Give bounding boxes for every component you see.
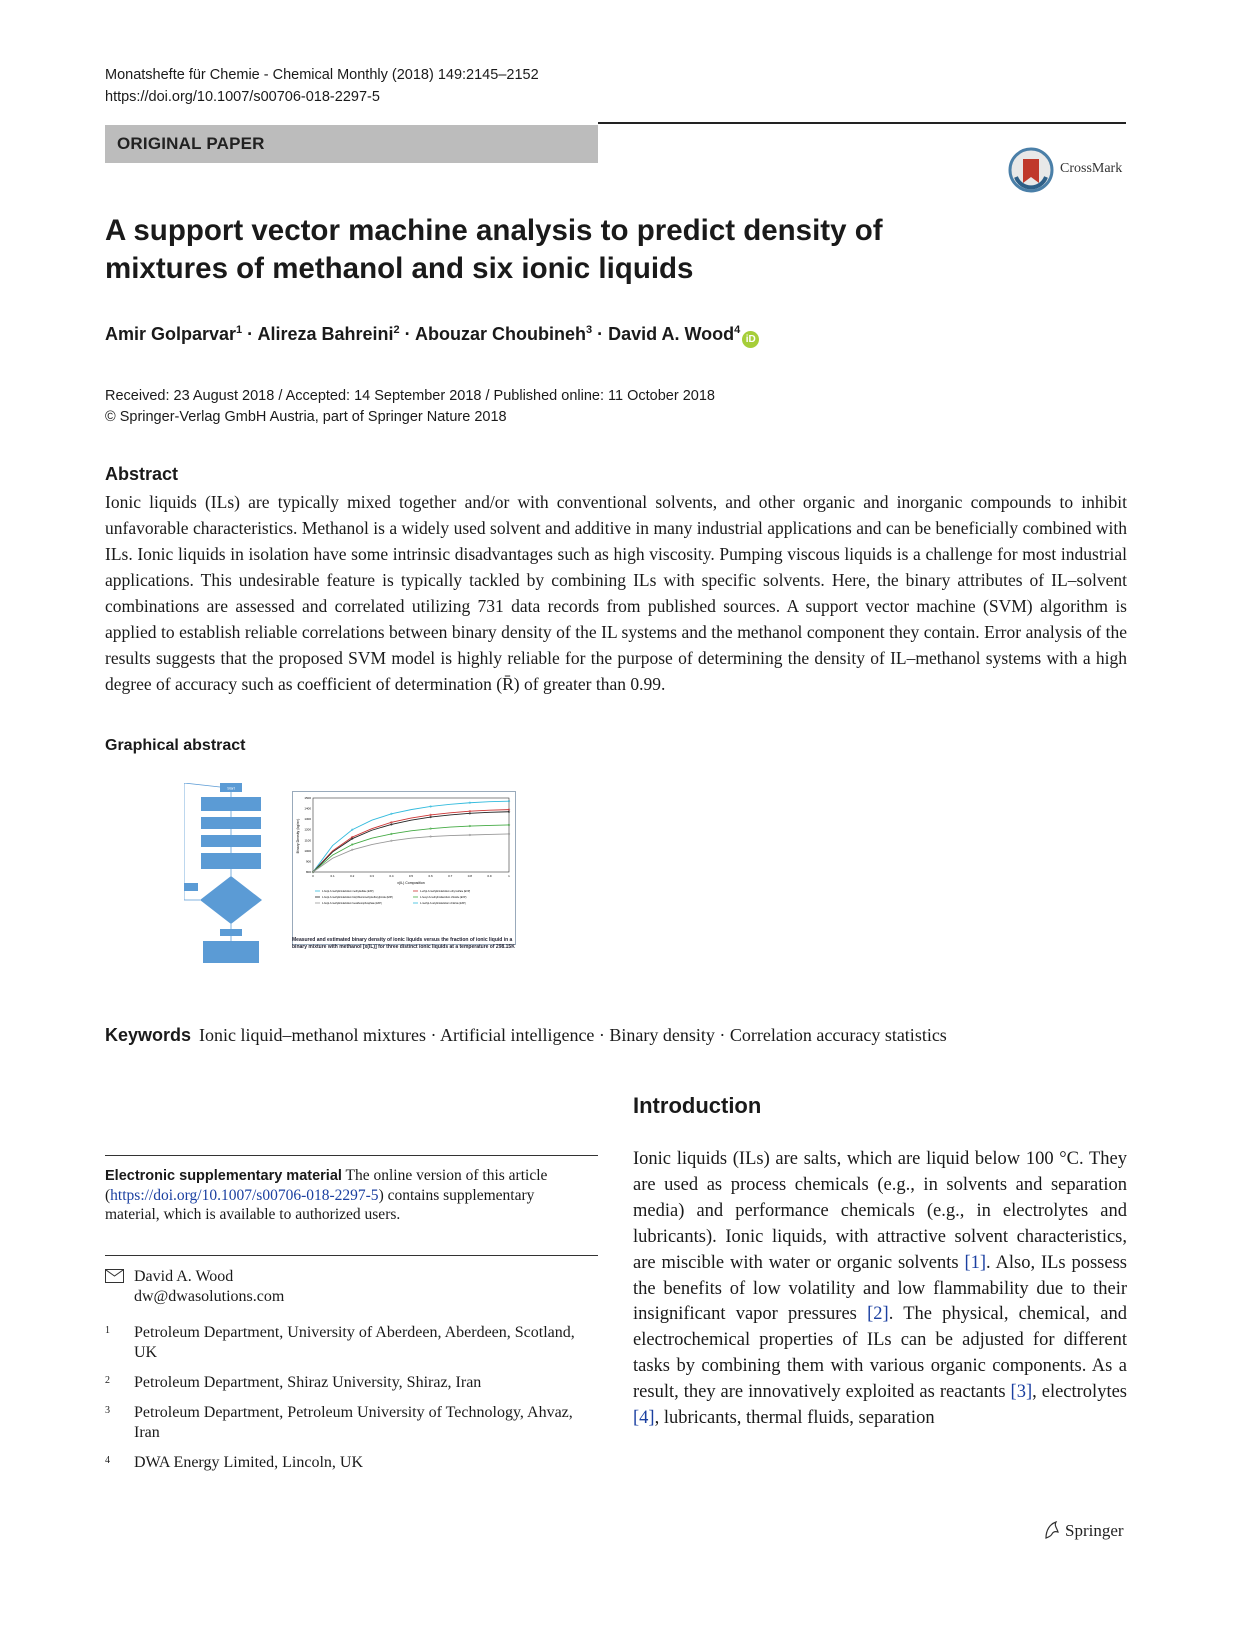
y-tick-label: 1400 [304,806,311,811]
y-tick-label: 1100 [304,838,311,843]
legend-entry: 1-butyl-3-methylimidazolium hexafluorophosphate (EXP) [322,902,382,905]
flow-box-1 [201,797,261,811]
crossmark-icon [1008,147,1054,193]
x-tick-label: 0.8 [467,874,472,878]
y-tick-label: 1200 [304,827,311,832]
x-tick-label: 0 [312,874,314,878]
density-chart [292,791,516,945]
series-line-5 [313,834,509,872]
y-tick-label: 1300 [304,817,311,822]
x-tick-label: 0.1 [330,874,335,878]
x-tick-label: 1 [508,874,510,878]
author-2[interactable]: Alireza Bahreini$^2$ [257,324,400,344]
crossmark-label: CrossMark [1060,161,1123,176]
legend-entry: 1-butyl-3-methylimidazolium bis(trifluoromethylsulfonyl)imide (EXP) [322,896,393,899]
supplementary-note: Electronic supplementary material The online version of this article (https://doi.org/10.1007/s00706-018-2297-5) contains supplementary material, which is available to authorized users. [105,1167,548,1223]
citation-link[interactable]: [2] [867,1304,889,1325]
citation-link[interactable]: [1] [964,1252,987,1273]
keywords [105,1025,947,1046]
x-tick-label: 0.7 [448,874,453,878]
flow-box-4 [201,853,261,869]
springer-horse-icon [1042,1520,1062,1540]
publisher-name: Springer [1065,1521,1124,1540]
footnote-rule-bottom [105,1255,598,1256]
abstract-heading: Abstract [105,464,179,484]
flow-step-0: Start [227,786,235,791]
corresponding-author [105,1267,284,1307]
legend-entry: 1-butyl-3-methylimidazolium methylsulfate (EXP) [322,890,374,893]
article-type-banner [105,125,598,163]
y-axis-label: Binary Density (kg/m³) [296,818,300,854]
affiliation-3: 3 Petroleum Department, Petroleum University of Technology, Ahvaz, Iran [105,1404,573,1441]
x-tick-label: 0.2 [350,874,355,878]
legend-entry: 1-methyl-3-octylimidazolium chloride (EXP) [420,902,466,905]
series-line-3 [313,812,509,872]
introduction-text: Ionic liquids (ILs) are salts, which are liquid below 100 °C. They are used as process chemicals (e.g., in solvents and separation media) and performance chemicals (e.g., in electrolytes and lubricants). Ionic liquids, with attractive solvent characteristics, are miscible with water or organic solvents [1]. Also, ILs possess the benefits of low volatility and low flammability due to their insignificant vapor pressures [2]. The physical, chemical, and electrochemical properties of ILs can be adjusted for different tasks by combining them with various organic components. As a result, they are innovatively exploited as reactants [3], electrolytes [4], lubricants, thermal fluids, separation [633,1149,1128,1429]
esm-label: Electronic supplementary material [105,1168,342,1184]
keywords-label: Keywords [105,1025,192,1045]
corr-name: David A. Wood [134,1268,234,1285]
footnote-rule-top [105,1155,598,1156]
author-3[interactable]: Abouzar Choubineh$^3$ [415,324,593,344]
keywords-list: Ionic liquid–methanol mixtures · Artificial intelligence · Binary density · Correlation accuracy statistics [199,1025,947,1045]
x-tick-label: 0.4 [389,874,394,878]
affiliation-1: 1 Petroleum Department, University of Aberdeen, Aberdeen, Scotland, UK [105,1324,575,1361]
x-tick-label: 0.3 [369,874,374,878]
article-type-label: ORIGINAL PAPER [117,134,265,153]
crossmark-badge[interactable] [1008,147,1130,197]
flow-box-2 [201,817,261,829]
y-tick-label: 800 [305,870,311,874]
author-1[interactable]: Amir Golparvar$^1$ [105,324,243,344]
paper-title: A support vector machine analysis to predict density of mixtures of methanol and six ionic liquids [105,214,883,285]
y-tick-label: 1000 [304,848,311,853]
x-tick-label: 0.5 [408,874,414,878]
flow-yes-box [220,929,242,936]
author-4[interactable]: David A. Wood$^4$ [608,324,741,344]
citation-link[interactable]: [4] [633,1408,655,1429]
introduction-heading: Introduction [633,1093,762,1118]
mail-icon [105,1269,124,1283]
flowchart-figure [184,783,278,965]
flow-decision [200,876,262,924]
graphical-abstract-heading: Graphical abstract [105,737,246,754]
corr-email[interactable]: dw@dwasolutions.com [134,1288,285,1305]
publication-dates [105,386,715,428]
citation-link[interactable]: [3] [1010,1382,1033,1403]
doi-link[interactable]: https://doi.org/10.1007/s00706-018-2297-5 [105,89,380,105]
x-tick-label: 0.6 [428,874,433,878]
chart-caption: Measured and estimated binary density of ionic liquids versus the fraction of ionic liquid in a binary mixture with methanol [x(IL)] for three distinct ionic liquids at a temperature of 298.15K [292,937,515,950]
esm-doi-link[interactable]: https://doi.org/10.1007/s00706-018-2297-5 [110,1187,379,1204]
author-list: Amir Golparvar$^1$ · Alireza Bahreini$^2$ · Abouzar Choubineh$^3$ · David A. Wood$^4$iD [105,324,759,348]
legend-entry: 1-ethyl-3-methylimidazolium ethyl sulfate (EXP) [420,890,471,893]
flow-box-3 [201,835,261,847]
orcid-icon[interactable]: iD [742,331,759,348]
dates-line: Received: 23 August 2018 / Accepted: 14 September 2018 / Published online: 11 October 2018 [105,388,715,404]
series-line-2 [313,810,509,872]
header-rule [598,122,1126,124]
series-line-4 [313,825,509,872]
abstract-text: Ionic liquids (ILs) are typically mixed together and/or with conventional solvents, and other organic and inorganic compounds to inhibit unfavorable characteristics. Methanol is a widely used solvent and additive in many industrial applications and can be beneficially combined with ILs. Ionic liquids in isolation have some intrinsic disadvantages such as high viscosity. Pumping viscous liquids is a challenge for most industrial applications. This undesirable feature is typically tackled by combining ILs with specific solvents. Here, the binary attributes of IL–solvent combinations are assessed and correlated utilizing 731 data records from published sources. A support vector machine (SVM) algorithm is applied to establish reliable correlations between binary density of the IL systems and the methanol component they contain. Error analysis of the results suggests that the proposed SVM model is highly reliable for the purpose of determining the density of IL–methanol systems with a high degree of accuracy such as coefficient of determination (R̄) of greater than 0.99. [105,492,1127,694]
publisher-logo[interactable] [1042,1520,1124,1541]
copyright-line: © Springer-Verlag GmbH Austria, part of Springer Nature 2018 [105,409,507,425]
affiliation-2: 2 Petroleum Department, Shiraz University, Shiraz, Iran [105,1374,482,1391]
flow-no-box [184,883,198,891]
journal-citation: Monatshefte für Chemie - Chemical Monthly (2018) 149:2145–2152 [105,67,539,83]
x-tick-label: 0.9 [487,874,492,878]
affiliation-4: 4 DWA Energy Limited, Lincoln, UK [105,1454,363,1471]
series-line-1 [313,801,509,872]
journal-header [105,64,539,108]
x-axis-label: x(IL) Composition [397,881,425,885]
y-tick-label: 1500 [304,796,311,800]
flow-end-box [203,941,259,963]
legend-entry: 1-hexyl-3-methylimidazolium chloride (EXP) [420,896,467,899]
y-tick-label: 900 [305,859,311,864]
